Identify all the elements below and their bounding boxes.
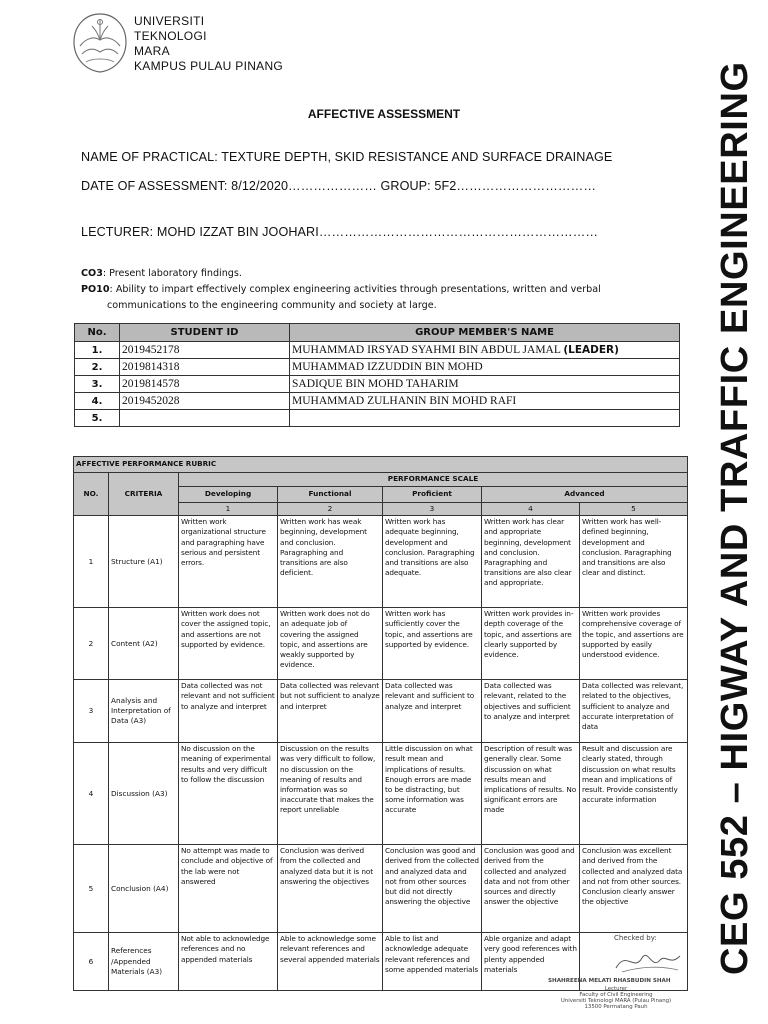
header-no: No. — [75, 324, 120, 342]
score-4: 4 — [482, 503, 580, 516]
rubric-cell: Able to acknowledge some relevant references and several appended materials — [278, 933, 383, 991]
rubric-title-row — [74, 457, 688, 473]
table-row — [75, 342, 680, 359]
rubric-row-number: 5 — [74, 845, 109, 933]
co3-code: CO3 — [81, 268, 103, 279]
rubric-row-number: 1 — [74, 516, 109, 608]
score-2: 2 — [278, 503, 383, 516]
rubric-criteria: Discussion (A3) — [109, 743, 179, 845]
rubric-cell: Data collected was relevant and sufficient to analyze and interpret — [383, 680, 482, 743]
rubric-cell: Little discussion on what result mean and implications of results. Enough errors are made to be distracting, but some information was accurate — [383, 743, 482, 845]
rubric-cell: Written work has adequate beginning, development and conclusion. Paragraphing and transitions are also adequate. — [383, 516, 482, 608]
rubric-cell: No attempt was made to conclude and objective of the lab were not answered — [179, 845, 278, 933]
level-proficient: Proficient — [383, 487, 482, 503]
university-name-line: MARA — [134, 44, 170, 58]
uitm-crest-logo — [70, 12, 130, 74]
stamp-line: Lecturer — [604, 986, 628, 992]
rubric-cell: Data collected was not relevant and not sufficient to analyze and interpret — [179, 680, 278, 743]
rubric-cell: Written work has weak beginning, development and conclusion. Paragraphing and transitions are also deficient. — [278, 516, 383, 608]
header-student-id: STUDENT ID — [120, 324, 290, 342]
rubric-criteria: Content (A2) — [109, 608, 179, 680]
rubric-criteria: References /Appended Materials (A3) — [109, 933, 179, 991]
co3-text: : Present laboratory findings. — [102, 268, 242, 279]
rubric-criteria: Analysis and Interpretation of Data (A3) — [109, 680, 179, 743]
rubric-row-number: 3 — [74, 680, 109, 743]
document-title: AFFECTIVE ASSESSMENT — [307, 107, 461, 121]
po10-code: PO10 — [81, 284, 110, 295]
member-name: MUHAMMAD IZZUDDIN BIN MOHD — [290, 359, 680, 376]
header-performance-scale: PERFORMANCE SCALE — [179, 473, 688, 487]
rubric-row-number: 6 — [74, 933, 109, 991]
table-row — [75, 393, 680, 410]
rubric-cell: Conclusion was derived from the collected and analyzed data but it is not answering the objectives — [278, 845, 383, 933]
po10-text: : Ability to impart effectively complex engineering activities through presentations, written and verbal — [109, 284, 601, 295]
rubric-cell: Able to list and acknowledge adequate relevant references and some appended materials — [383, 933, 482, 991]
rubric-row — [74, 516, 688, 608]
level-functional: Functional — [278, 487, 383, 503]
po10-line — [81, 282, 601, 298]
student-id: 2019452028 — [120, 393, 290, 410]
leader-tag: (LEADER) — [563, 344, 619, 356]
checked-by-label: Checked by: — [614, 934, 657, 942]
score-5: 5 — [580, 503, 688, 516]
po10-line-2 — [81, 298, 437, 314]
lecturer-name: LECTURER: MOHD IZZAT BIN JOOHARI………………………………………………………… — [81, 225, 599, 239]
member-name: MUHAMMAD IRSYAD SYAHMI BIN ABDUL JAMAL — [292, 344, 561, 356]
affective-rubric-table — [73, 456, 688, 991]
score-1: 1 — [179, 503, 278, 516]
rubric-row — [74, 845, 688, 933]
rubric-cell: Conclusion was good and derived from the collected and analyzed data and not from other sources and directly answer the objective — [482, 845, 580, 933]
practical-name: NAME OF PRACTICAL: TEXTURE DEPTH, SKID RESISTANCE AND SURFACE DRAINAGE — [81, 150, 613, 164]
rubric-cell: Data collected was relevant but not sufficient to analyze and interpret — [278, 680, 383, 743]
student-id: 2019814318 — [120, 359, 290, 376]
table-header-row — [75, 324, 680, 342]
stamp-line: 13500 Permatang Pauh — [584, 1004, 648, 1010]
level-developing: Developing — [179, 487, 278, 503]
rubric-cell: Result and discussion are clearly stated, through discussion on what results mean and implications of result. Provide consistently accurate information — [580, 743, 688, 845]
rubric-cell: Written work has well-defined beginning, development and conclusion. Paragraphing and transitions are also clear and distinct. — [580, 516, 688, 608]
po10-text-2: communications to the engineering community and society at large. — [107, 300, 437, 311]
rubric-cell: Written work does not do an adequate job of covering the assigned topic, and assertions are weakly supported by evidence. — [278, 608, 383, 680]
rubric-cell: Written work does not cover the assigned topic, and assertions are not supported by evidence. — [179, 608, 278, 680]
rubric-criteria: Conclusion (A4) — [109, 845, 179, 933]
rubric-header-row — [74, 473, 688, 487]
university-name-line: KAMPUS PULAU PINANG — [134, 59, 284, 73]
rubric-cell: Written work provides in-depth coverage of the topic, and assertions are clearly supported by evidence. — [482, 608, 580, 680]
row-number: 3. — [75, 376, 120, 393]
member-name — [290, 410, 680, 427]
rubric-cell: Able organize and adapt very good references with plenty appended materials — [482, 933, 580, 991]
student-id: 2019452178 — [120, 342, 290, 359]
course-side-title-text: CEG 552 – HIGWAY AND TRAFFIC ENGINEERING — [714, 61, 756, 975]
member-name: SADIQUE BIN MOHD TAHARIM — [290, 376, 680, 393]
member-name: MUHAMMAD ZULHANIN BIN MOHD RAFI — [290, 393, 680, 410]
stamp-line: Universiti Teknologi MARA (Pulau Pinang) — [560, 998, 672, 1004]
row-number: 5. — [75, 410, 120, 427]
table-row — [75, 410, 680, 427]
rubric-cell: Not able to acknowledge references and no appended materials — [179, 933, 278, 991]
rubric-cell: Data collected was relevant, related to the objectives, sufficient to analyze and accurate interpretation of data — [580, 680, 688, 743]
rubric-cell: Conclusion was good and derived from the collected and analyzed data and not from other sources but did not directly answering the objective — [383, 845, 482, 933]
rubric-cell: Written work has clear and appropriate beginning, development and conclusion. Paragraphing and transitions are also clear and appropriate. — [482, 516, 580, 608]
signature-mark — [612, 942, 684, 976]
score-3: 3 — [383, 503, 482, 516]
rubric-cell: Written work provides comprehensive coverage of the topic, and assertions are supported by easily understood evidence. — [580, 608, 688, 680]
rubric-row — [74, 680, 688, 743]
row-number: 4. — [75, 393, 120, 410]
level-advanced: Advanced — [482, 487, 688, 503]
rubric-row — [74, 743, 688, 845]
rubric-title: AFFECTIVE PERFORMANCE RUBRIC — [74, 457, 688, 473]
rubric-cell: Data collected was relevant, related to the objectives and sufficient to analyze and interpret — [482, 680, 580, 743]
table-row — [75, 359, 680, 376]
rubric-cell: Conclusion was excellent and derived from the collected and analyzed data and not from other sources. Conclusion clearly answer the objective — [580, 845, 688, 933]
rubric-row-number: 2 — [74, 608, 109, 680]
rubric-cell: Written work has sufficiently cover the topic, and assertions are supported by evidence. — [383, 608, 482, 680]
student-id: 2019814578 — [120, 376, 290, 393]
student-id — [120, 410, 290, 427]
header-no: NO. — [74, 473, 109, 516]
university-name-line: TEKNOLOGI — [134, 29, 207, 43]
rubric-criteria: Structure (A1) — [109, 516, 179, 608]
row-number: 2. — [75, 359, 120, 376]
row-number: 1. — [75, 342, 120, 359]
member-name-cell — [290, 342, 680, 359]
header-criteria: CRITERIA — [109, 473, 179, 516]
lecturer-stamp — [542, 934, 690, 1018]
rubric-cell: No discussion on the meaning of experimental results and very difficult to follow the discussion — [179, 743, 278, 845]
table-row — [75, 376, 680, 393]
rubric-cell: Description of result was generally clear. Some discussion on what results mean and implications of results. No significant errors are made — [482, 743, 580, 845]
stamp-name: SHAHREENA MELATI RHASBUDIN SHAH — [548, 978, 671, 984]
rubric-row-number: 4 — [74, 743, 109, 845]
group-members-table — [74, 323, 680, 427]
rubric-cell: Discussion on the results was very difficult to follow, no discussion on the meaning of results and information was so inaccurate that makes the report unreliable — [278, 743, 383, 845]
rubric-row — [74, 608, 688, 680]
university-name-line: UNIVERSITI — [134, 14, 205, 28]
co3-line — [81, 266, 242, 282]
assessment-date-group: DATE OF ASSESSMENT: 8/12/2020………………… GROUP: 5F2…………………………… — [81, 179, 597, 193]
rubric-cell: Written work organizational structure and paragraphing have serious and persistent errors. — [179, 516, 278, 608]
header-member-name: GROUP MEMBER'S NAME — [290, 324, 680, 342]
stamp-line: Faculty of Civil Engineering — [579, 992, 653, 998]
